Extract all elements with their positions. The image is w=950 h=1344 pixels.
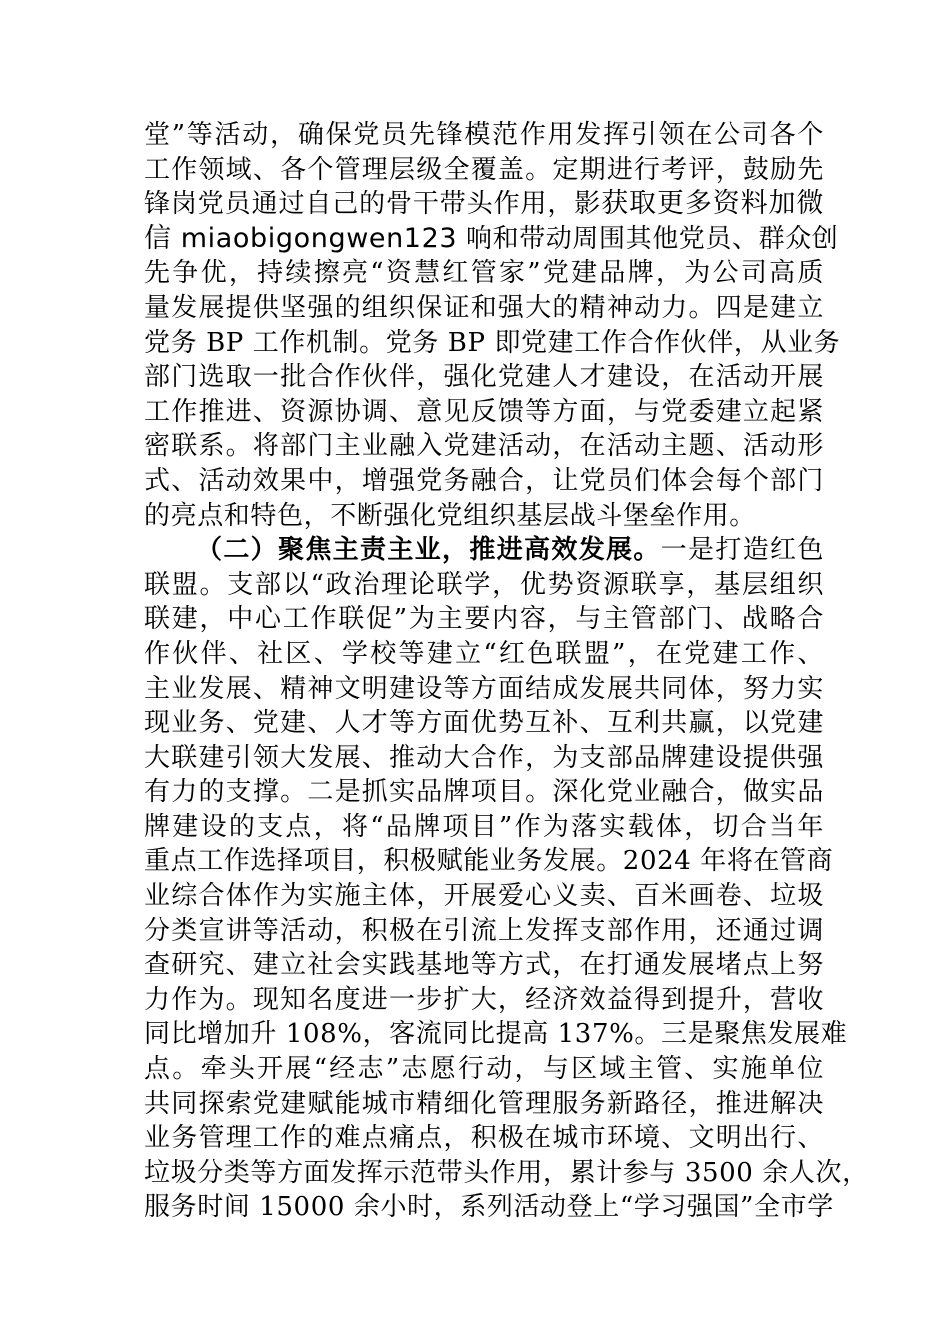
- text-line: 主业发展、精神文明建设等方面结成发展共同体，努力实: [144, 673, 824, 704]
- text-line: 服务时间 15000 余小时，系列活动登上“学习强国”全市学: [144, 1192, 834, 1223]
- text-line: 有力的支撑。二是抓实品牌项目。深化党业融合，做实品: [144, 777, 824, 808]
- text-line: 堂”等活动，确保党员先锋模范作用发挥引领在公司各个: [144, 120, 824, 150]
- text-segment: 锋岗党员通过自己的骨干带头作用，影: [144, 189, 602, 220]
- text-line: 牌建设的支点，将“品牌项目”作为落实载体，切合当年: [144, 811, 824, 842]
- text-line: 先争优，持续擦亮“资慧红管家”党建品牌，为公司高质: [144, 258, 824, 289]
- body-text: [144, 118, 869, 1225]
- watermark-text: 信 miaobigongwen123: [144, 222, 458, 254]
- text-line: 密联系。将部门主业融入党建活动，在活动主题、活动形: [144, 431, 824, 462]
- text-line: 同比增加升 108%，客流同比提高 137%。三是聚焦发展难: [144, 1019, 848, 1050]
- text-line: 现业务、党建、人才等方面优势互补、互利共赢，以党建: [144, 708, 824, 739]
- text-line: 点。牵头开展“经志”志愿行动，与区域主管、实施单位: [144, 1054, 824, 1085]
- text-line: 大联建引领大发展、推动大合作，为支部品牌建设提供强: [144, 742, 824, 773]
- text-line: 联盟。支部以“政治理论联学，优势资源联享，基层组织: [144, 569, 824, 600]
- text-line: 分类宣讲等活动，积极在引流上发挥支部作用，还通过调: [144, 915, 824, 946]
- text-line: 联建，中心工作联促”为主要内容，与主管部门、战略合: [144, 604, 824, 635]
- text-line: 重点工作选择项目，积极赋能业务发展。2024 年将在管商: [144, 846, 834, 877]
- text-line: 工作推进、资源协调、意见反馈等方面，与党委建立起紧: [144, 396, 824, 427]
- text-line: 党务 BP 工作机制。党务 BP 即党建工作合作伙伴，从业务: [144, 327, 841, 358]
- text-line: 查研究、建立社会实践基地等方式，在打通发展堵点上努: [144, 950, 824, 981]
- text-line: 部门选取一批合作伙伴，强化党建人才建设，在活动开展: [144, 362, 824, 393]
- text-line: 式、活动效果中，增强党务融合，让党员们体会每个部门: [144, 465, 824, 496]
- text-line: 共同探索党建赋能城市精细化管理服务新路径，推进解决: [144, 1088, 824, 1119]
- watermark-text: 获取更多资料加微: [601, 188, 824, 220]
- text-line: [144, 222, 839, 257]
- section-heading-line: [144, 533, 824, 568]
- text-line: 业务管理工作的难点痛点，积极在城市环境、文明出行、: [144, 1123, 824, 1154]
- text-line: 力作为。现知名度进一步扩大，经济效益得到提升，营收: [144, 984, 824, 1015]
- section-heading: （二）聚焦主责主业，推进高效发展。: [196, 535, 661, 566]
- text-line: 的亮点和特色，不断强化党组织基层战斗堡垒作用。: [144, 500, 756, 531]
- text-line: 工作领域、各个管理层级全覆盖。定期进行考评，鼓励先: [144, 154, 824, 185]
- text-segment: 响和带动周围其他党员、群众创: [457, 223, 839, 254]
- text-line: 业综合体作为实施主体，开展爱心义卖、百米画卷、垃圾: [144, 881, 824, 912]
- text-line: 作伙伴、社区、学校等建立“红色联盟”，在党建工作、: [144, 638, 824, 669]
- text-segment: 一是打造红色: [660, 535, 824, 566]
- text-line: [144, 187, 824, 222]
- text-line: 垃圾分类等方面发挥示范带头作用，累计参与 3500 余人次，: [144, 1157, 869, 1188]
- text-line: 量发展提供坚强的组织保证和强大的精神动力。四是建立: [144, 292, 824, 323]
